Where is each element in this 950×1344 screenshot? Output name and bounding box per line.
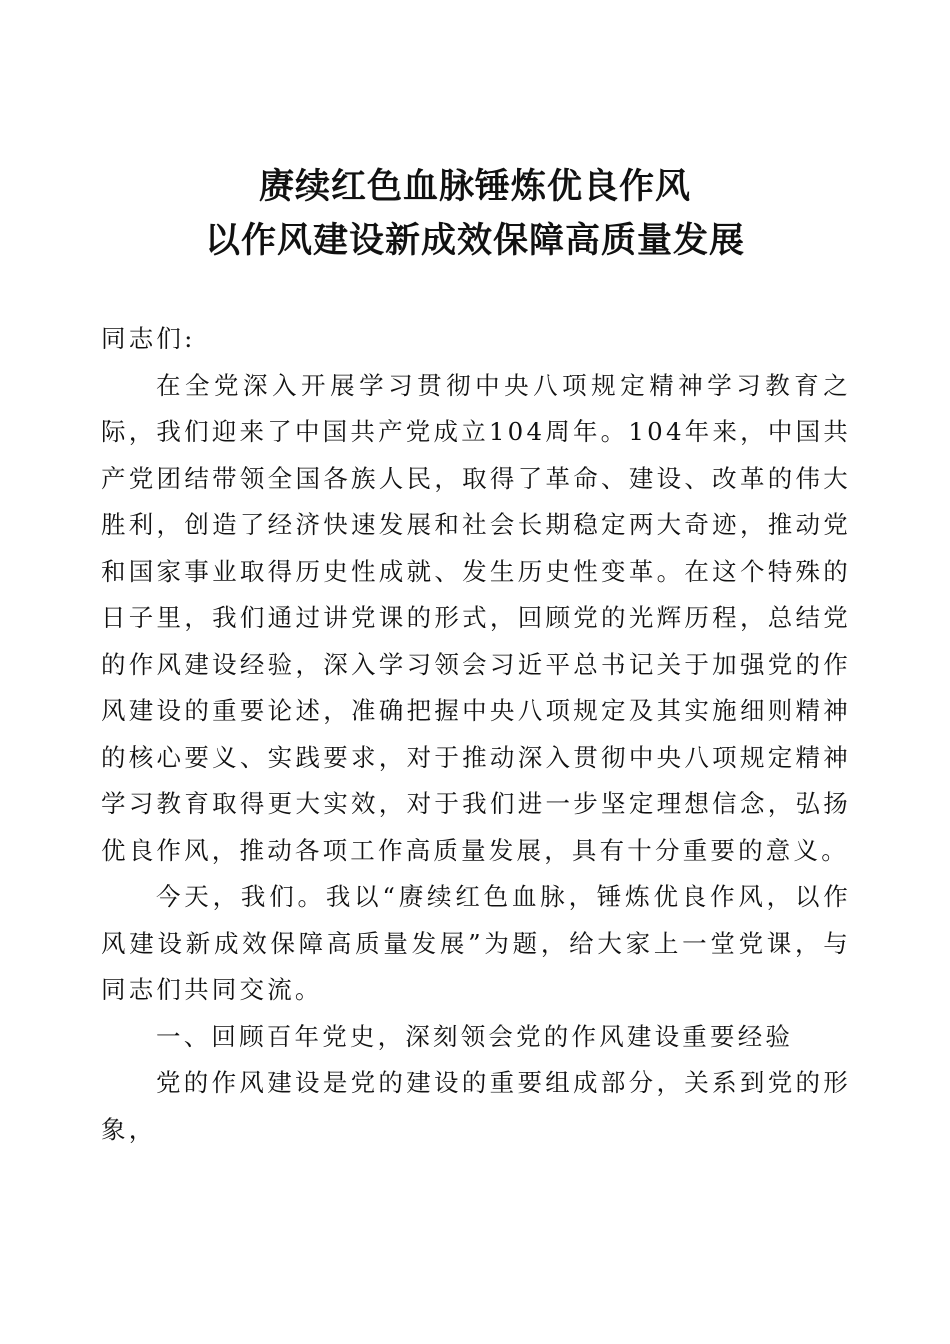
section-heading-1: 一、回顾百年党史，深刻领会党的作风建设重要经验 <box>156 1021 794 1051</box>
paragraph-intro: 在全党深入开展学习贯彻中央八项规定精神学习教育之际，我们迎来了中国共产党成立104周年。104年来，中国共产党团结带领全国各族人民，取得了革命、建设、改革的伟大胜利，创造了经济快速发展和社会长期稳定两大奇迹，推动党和国家事业取得历史性成就、发生历史性变革。在这个特殊的日子里，我们通过讲党课的形式，回顾党的光辉历程，总结党的作风建设经验，深入学习领会习近平总书记关于加强党的作风建设的重要论述，准确把握中央八项规定及其实施细则精神的核心要义、实践要求，对于推动深入贯彻中央八项规定精神学习教育取得更大实效，对于我们进一步坚定理想信念，弘扬优良作风，推动各项工作高质量发展，具有十分重要的意义。 <box>101 370 851 865</box>
title-line-2: 以作风建设新成效保障高质量发展 <box>204 220 745 261</box>
document-body <box>101 316 851 1153</box>
paragraph-topic: 今天，我们。我以“赓续红色血脉，锤炼优良作风，以作风建设新成效保障高质量发展”为题，给大家上一堂党课，与同志们共同交流。 <box>101 882 851 1004</box>
title-line-1: 赓续红色血脉锤炼优良作风 <box>258 166 691 207</box>
salutation: 同志们: <box>101 324 196 353</box>
paragraph-section-1: 党的作风建设是党的建设的重要组成部分，关系到党的形象， <box>101 1068 851 1144</box>
document-title <box>100 160 850 268</box>
